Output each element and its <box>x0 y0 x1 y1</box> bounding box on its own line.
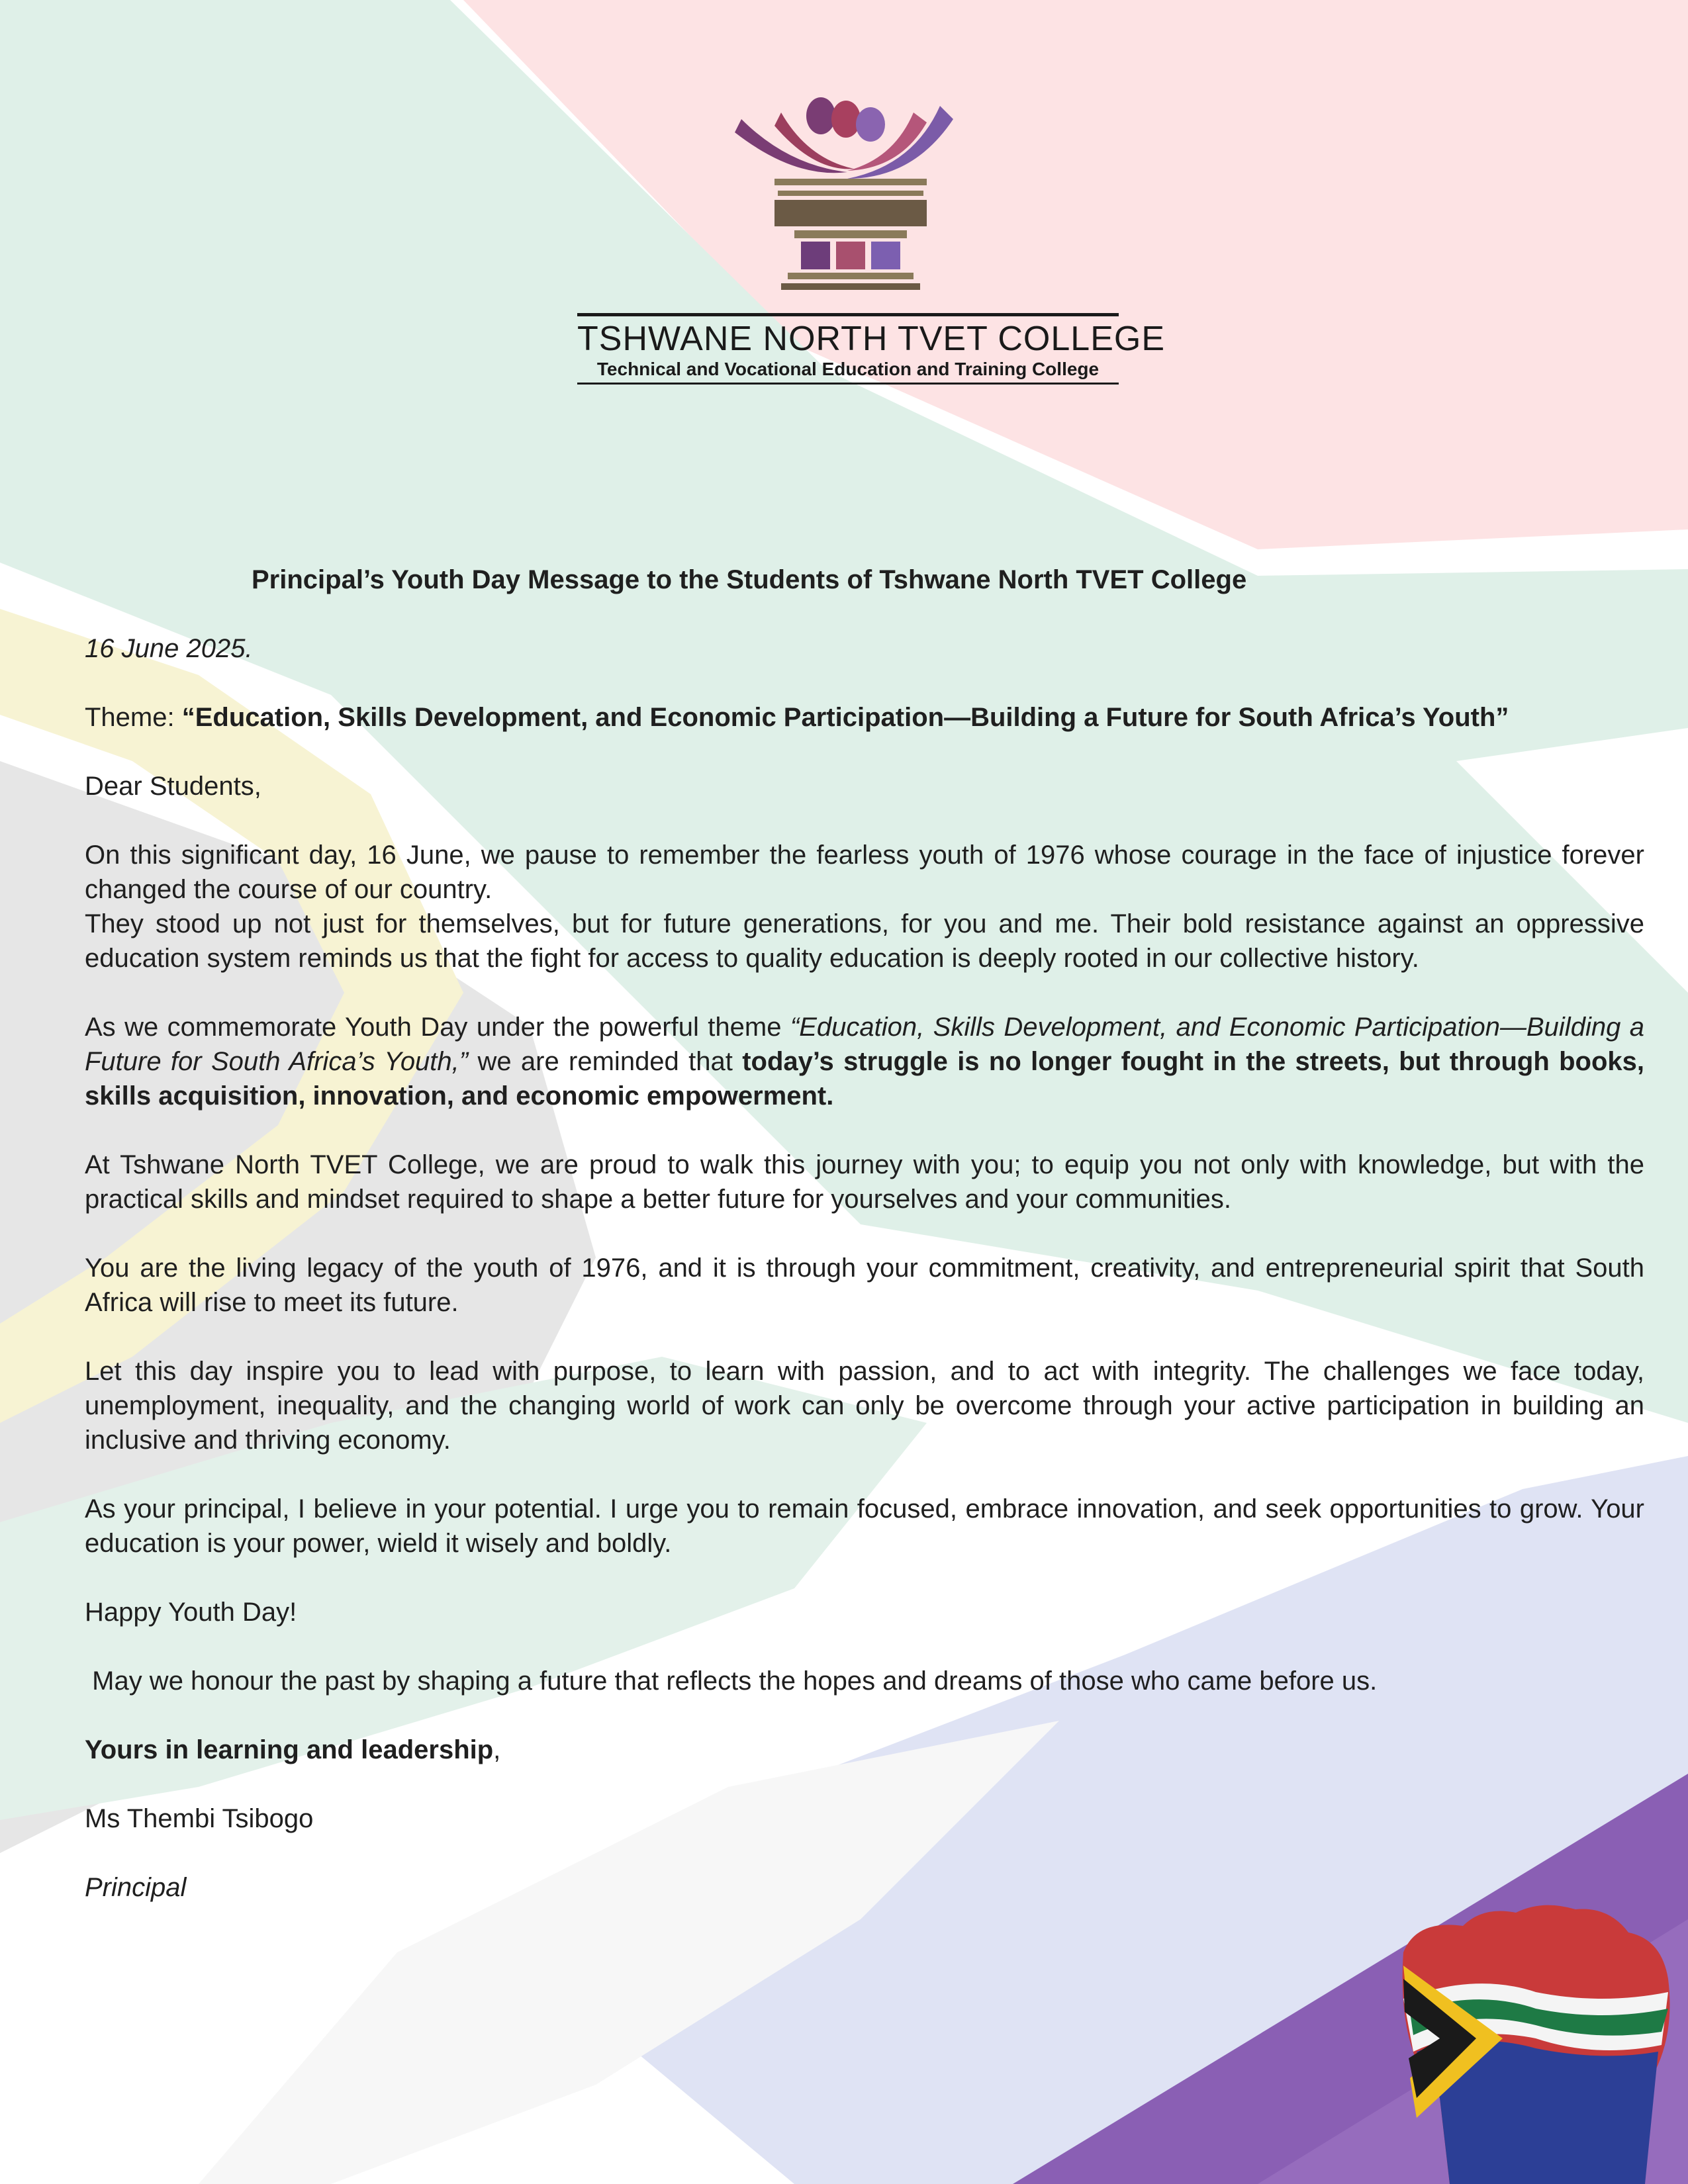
paragraph-4: You are the living legacy of the youth of 1976, and it is through your commitment, creativity, and entrepreneurial spirit that South Africa will rise to meet its future. <box>85 1253 1644 1317</box>
theme-text: “Education, Skills Development, and Economic Participation—Building a Future for South Africa’s Youth” <box>181 703 1509 732</box>
closing-text: Yours in learning and leadership <box>85 1735 494 1764</box>
letter-body <box>85 563 1644 1939</box>
letter-date: 16 June 2025. <box>85 634 253 663</box>
paragraph-8: May we honour the past by shaping a future that reflects the hopes and dreams of those who came before us. <box>85 1666 1378 1696</box>
paragraph-1b: They stood up not just for themselves, but for future generations, for you and me. Their bold resistance against an oppressive education system reminds us that the fight for access to quality education is deeply rooted in our collective history. <box>85 909 1644 973</box>
closing <box>85 1733 1644 1767</box>
theme-line <box>85 700 1644 735</box>
p2-mid: we are reminded that <box>468 1047 743 1076</box>
paragraph-5: Let this day inspire you to lead with purpose, to learn with passion, and to act with integrity. The challenges we face today, unemployment, inequality, and the changing world of work can only be overcome through your active participation in building an inclusive and thriving economy. <box>85 1357 1644 1455</box>
college-name: TSHWANE NORTH TVET COLLEGE <box>577 320 1166 358</box>
paragraph-2 <box>85 1010 1644 1113</box>
signatory-name: Ms Thembi Tsibogo <box>85 1804 314 1833</box>
paragraph-1: On this significant day, 16 June, we pause to remember the fearless youth of 1976 whose courage in the face of injustice forever changed the course of our country. <box>85 841 1644 904</box>
paragraph-6: As your principal, I believe in your potential. I urge you to remain focused, embrace innovation, and seek opportunities to grow. Your education is your power, wield it wisely and boldly. <box>85 1494 1644 1558</box>
p2-italic: “Education, Skills Development, and Economic Participation—Building a Future for South Africa’s Youth,” <box>85 1013 1644 1076</box>
raised-fist-icon <box>1377 1899 1688 2184</box>
theme-label: Theme: <box>85 703 182 732</box>
college-subtitle: Technical and Vocational Education and Training College <box>596 359 1100 379</box>
closing-comma: , <box>493 1735 501 1764</box>
signatory-role: Principal <box>85 1873 187 1902</box>
page-title: Principal’s Youth Day Message to the Students of Tshwane North TVET College <box>252 565 1247 594</box>
greeting: Dear Students, <box>85 772 261 801</box>
p2-start: As we commemorate Youth Day under the powerful theme <box>85 1013 790 1042</box>
p2-bold: today’s struggle is no longer fought in the streets, but through books, skills acquisition, innovation, and economic empowerment. <box>85 1047 1644 1111</box>
paragraph-3: At Tshwane North TVET College, we are proud to walk this journey with you; to equip you not only with knowledge, but with the practical skills and mindset required to shape a better future for yourselves and your communities. <box>85 1150 1644 1214</box>
paragraph-7: Happy Youth Day! <box>85 1598 297 1627</box>
